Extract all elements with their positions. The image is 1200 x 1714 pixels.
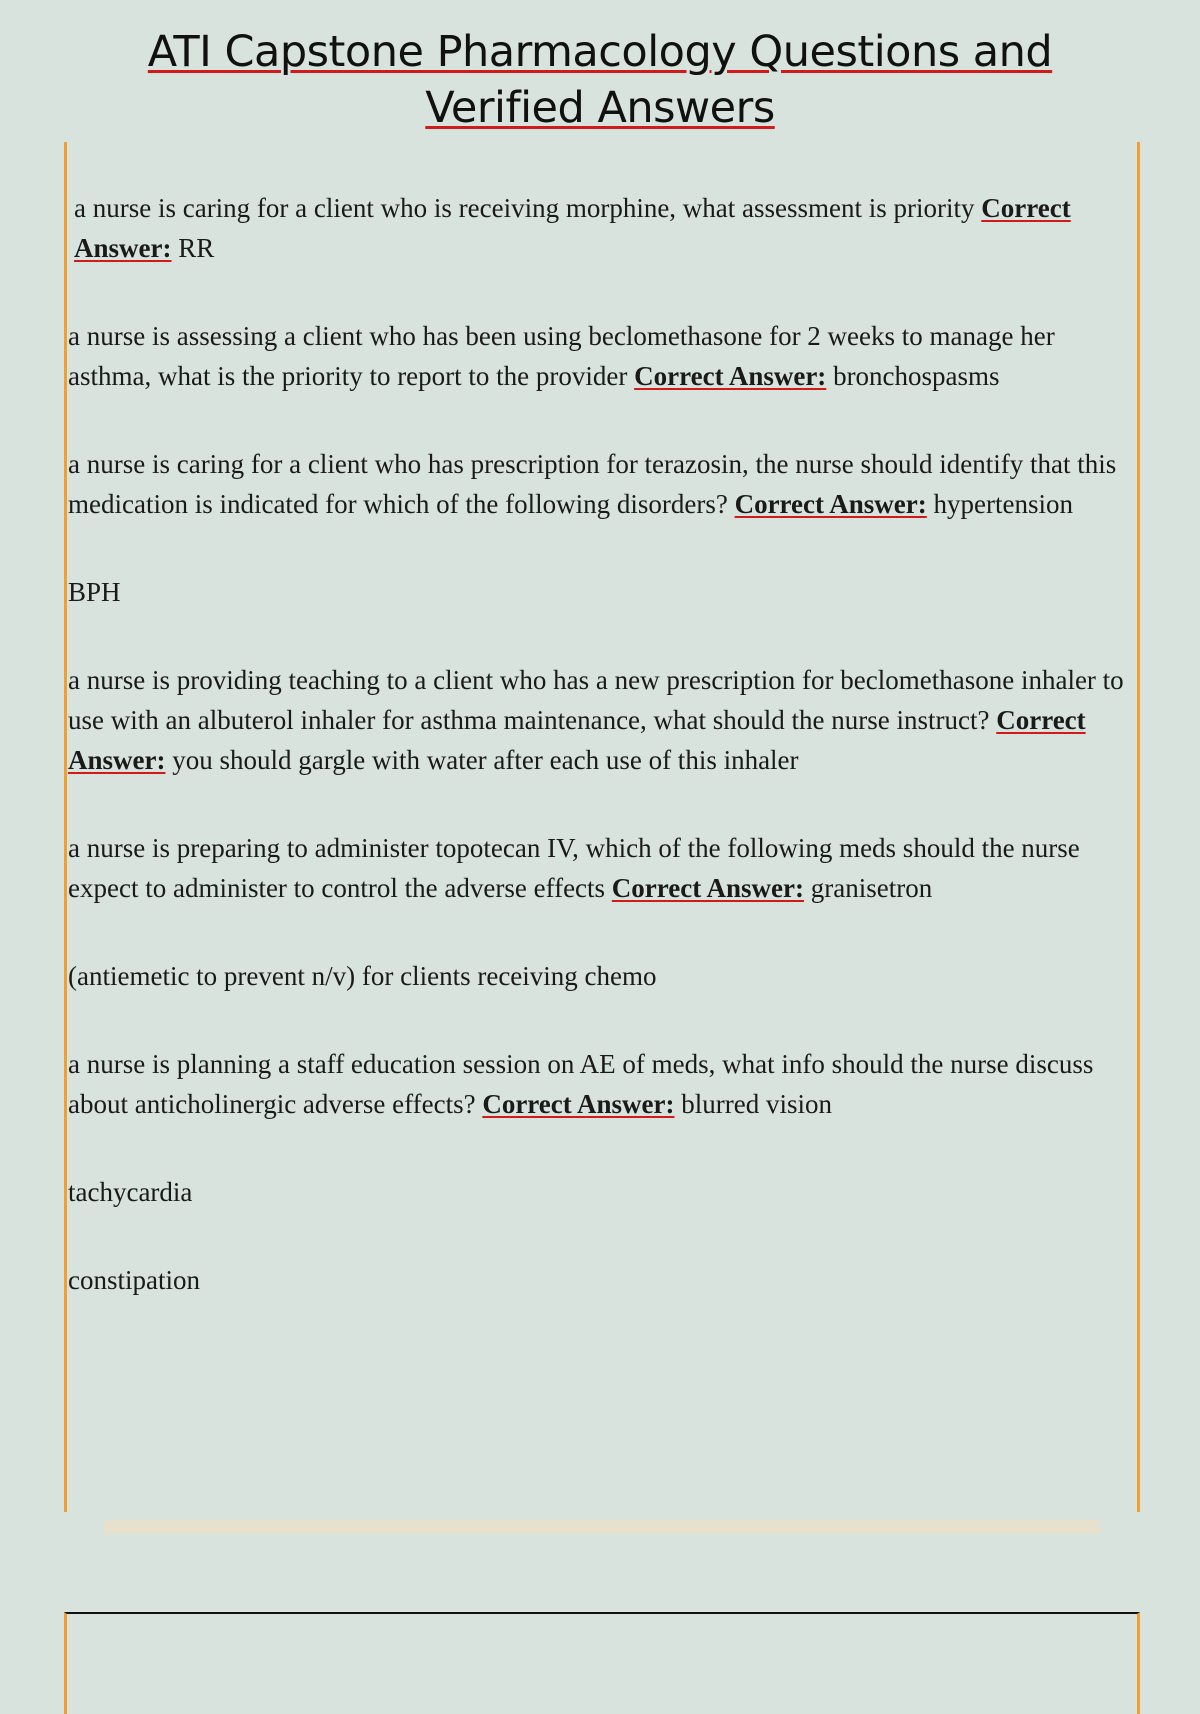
- answer-label: Correct Answer:: [482, 1089, 675, 1119]
- title-line-1: ATI Capstone Pharmacology Questions and: [147, 27, 1053, 77]
- answer-text: you should gargle with water after each use of this inhaler: [172, 745, 799, 775]
- question-text: a nurse is caring for a client who is receiving morphine, what assessment is priority: [74, 193, 975, 223]
- answer-text: bronchospasms: [833, 361, 1000, 391]
- footer-shade-divider: [104, 1520, 1100, 1534]
- question-text: a nurse is caring for a client who has prescription for terazosin, the nurse should identify that this medication is indicated for which of the following disorders?: [68, 449, 1117, 519]
- answer-text: granisetron: [810, 873, 933, 903]
- qa-item: [68, 660, 1138, 780]
- answer-extra: constipation: [68, 1265, 200, 1295]
- qa-item: [68, 444, 1138, 524]
- qa-content: [68, 188, 1138, 1348]
- answer-label: Correct Answer:: [611, 873, 804, 903]
- answer-extra: (antiemetic to prevent n/v) for clients receiving chemo: [68, 961, 657, 991]
- answer-label: Correct Answer:: [68, 705, 1086, 775]
- answer-label: Correct Answer:: [634, 361, 827, 391]
- answer-label: Correct Answer:: [74, 193, 1071, 263]
- question-text: a nurse is assessing a client who has been using beclomethasone for 2 weeks to manage her asthma, what is the priority to report to the provider: [68, 321, 1055, 391]
- qa-item: [68, 1044, 1138, 1124]
- document-title: [0, 24, 1200, 136]
- answer-text: hypertension: [933, 489, 1073, 519]
- next-page-frame: [64, 1612, 1140, 1714]
- answer-text: blurred vision: [681, 1089, 832, 1119]
- qa-item: [68, 828, 1138, 908]
- title-line-2: Verified Answers: [425, 83, 775, 133]
- answer-extra: BPH: [68, 577, 121, 607]
- qa-item: [68, 188, 1138, 268]
- question-text: a nurse is planning a staff education session on AE of meds, what info should the nurse discuss about anticholinergic adverse effects?: [68, 1049, 1094, 1119]
- answer-extra: tachycardia: [68, 1177, 193, 1207]
- question-text: a nurse is providing teaching to a client who has a new prescription for beclomethasone inhaler to use with an albuterol inhaler for asthma maintenance, what should the nurse instruct?: [68, 665, 1124, 735]
- answer-text: RR: [178, 233, 215, 263]
- answer-label: Correct Answer:: [734, 489, 927, 519]
- question-text: a nurse is preparing to administer topotecan IV, which of the following meds should the nurse expect to administer to control the adverse effects: [68, 833, 1080, 903]
- qa-item: [68, 316, 1138, 396]
